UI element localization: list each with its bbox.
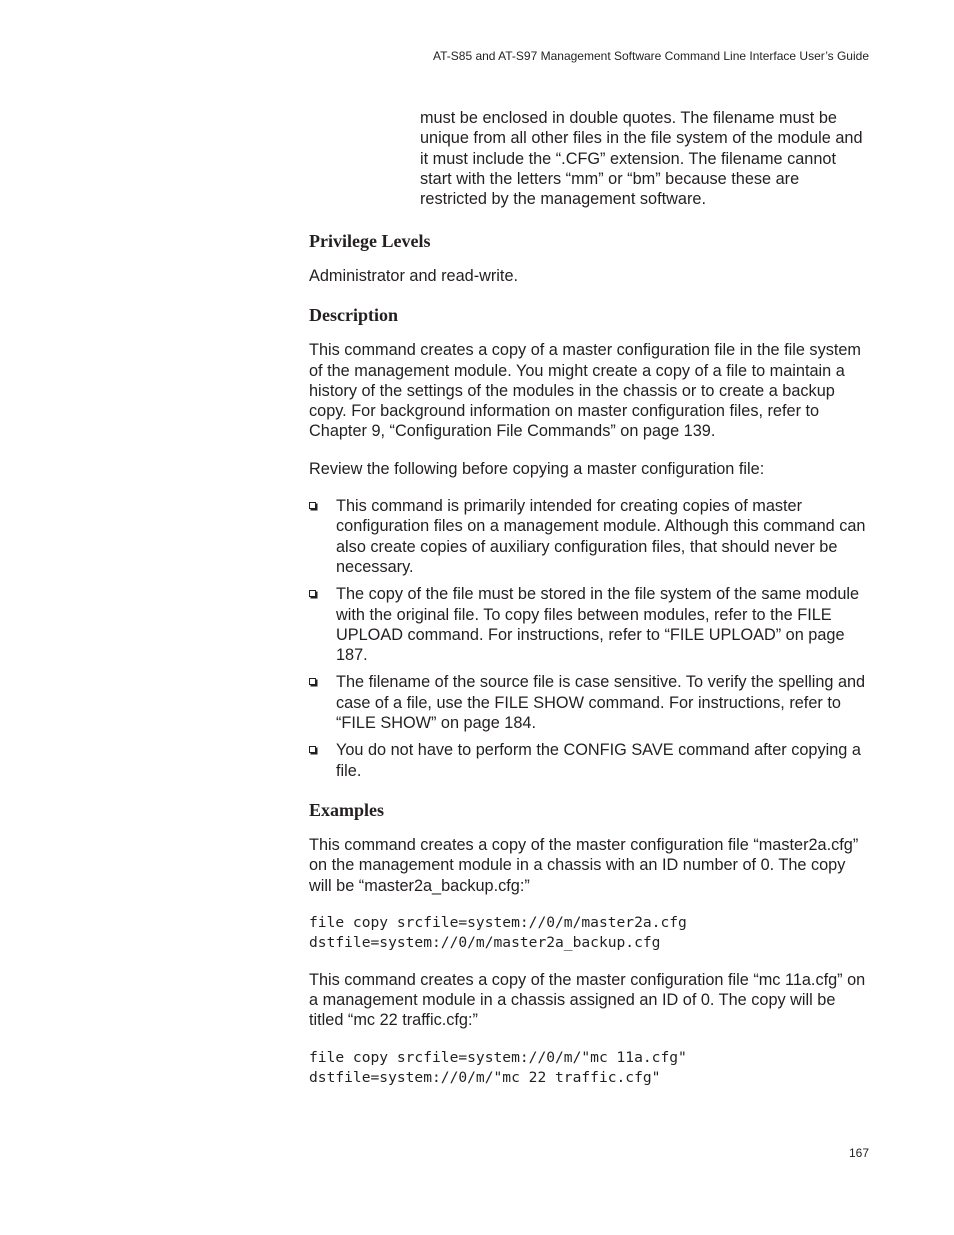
review-bullet-list [309, 496, 871, 781]
list-item [309, 672, 871, 733]
privilege-levels-text: Administrator and read-write. [309, 267, 519, 285]
description-paragraph-2: Review the following before copying a master configuration file: [309, 459, 765, 478]
list-item [309, 584, 871, 665]
list-item-text: This command is primarily intended for creating copies of master configuration files on a management module. Although this command can also create copies of auxiliary configuration files, that should never be necessary. [336, 497, 866, 576]
list-item-text: The filename of the source file is case sensitive. To verify the spelling and case of a file, use the FILE SHOW command. For instructions, refer to “FILE SHOW” on page 184. [336, 673, 866, 733]
example-2-code: file copy srcfile=system://0/m/"mc 11a.cfg" dstfile=system://0/m/"mc 22 traffic.cfg" [309, 1048, 687, 1086]
checkbox-bullet-icon [309, 746, 316, 753]
description-section [309, 303, 871, 781]
example-2-text: This command creates a copy of the master configuration file “mc 11a.cfg” on a management module in a chassis assigned an ID of 0. The copy will be titled “mc 22 traffic.cfg:” [309, 970, 866, 1030]
description-heading: Description [309, 305, 398, 326]
privilege-levels-section [309, 229, 871, 286]
examples-section [309, 798, 871, 1088]
examples-heading: Examples [309, 799, 385, 820]
list-item [309, 496, 871, 577]
example-1-text: This command creates a copy of the master configuration file “master2a.cfg” on the management module in a chassis with an ID number of 0. The copy will be “master2a_backup.cfg:” [309, 835, 859, 895]
list-item [309, 740, 871, 781]
checkbox-bullet-icon [309, 678, 316, 685]
privilege-levels-heading: Privilege Levels [309, 231, 431, 251]
list-item-text: You do not have to perform the CONFIG SAVE command after copying a file. [336, 741, 861, 780]
checkbox-bullet-icon [309, 502, 316, 509]
description-paragraph-1: This command creates a copy of a master configuration file in the file system of the management module. You might create a copy of a file to maintain a history of the settings of the modules in the chassis or to create a backup copy. For background information on master configuration files, refer to Chapter 9, “Configuration File Commands” on page 139. [309, 341, 861, 441]
page-number: 167 [848, 1146, 869, 1160]
main-content [309, 229, 871, 1105]
list-item-text: The copy of the file must be stored in the file system of the same module with the original file. To copy files between modules, refer to the FILE UPLOAD command. For instructions, refer to “FILE UPLOAD” on page 187. [336, 585, 860, 665]
continued-parameter-text: must be enclosed in double quotes. The filename must be unique from all other files in the file system of the module and it must include the “.CFG” extension. The filename cannot start with the letters “mm” or “bm” because these are restricted by the management software. [420, 109, 863, 209]
running-header: AT-S85 and AT-S97 Management Software Command Line Interface User’s Guide [432, 49, 869, 63]
checkbox-bullet-icon [309, 590, 316, 597]
example-1-code: file copy srcfile=system://0/m/master2a.cfg dstfile=system://0/m/master2a_backup.cfg [309, 913, 687, 951]
